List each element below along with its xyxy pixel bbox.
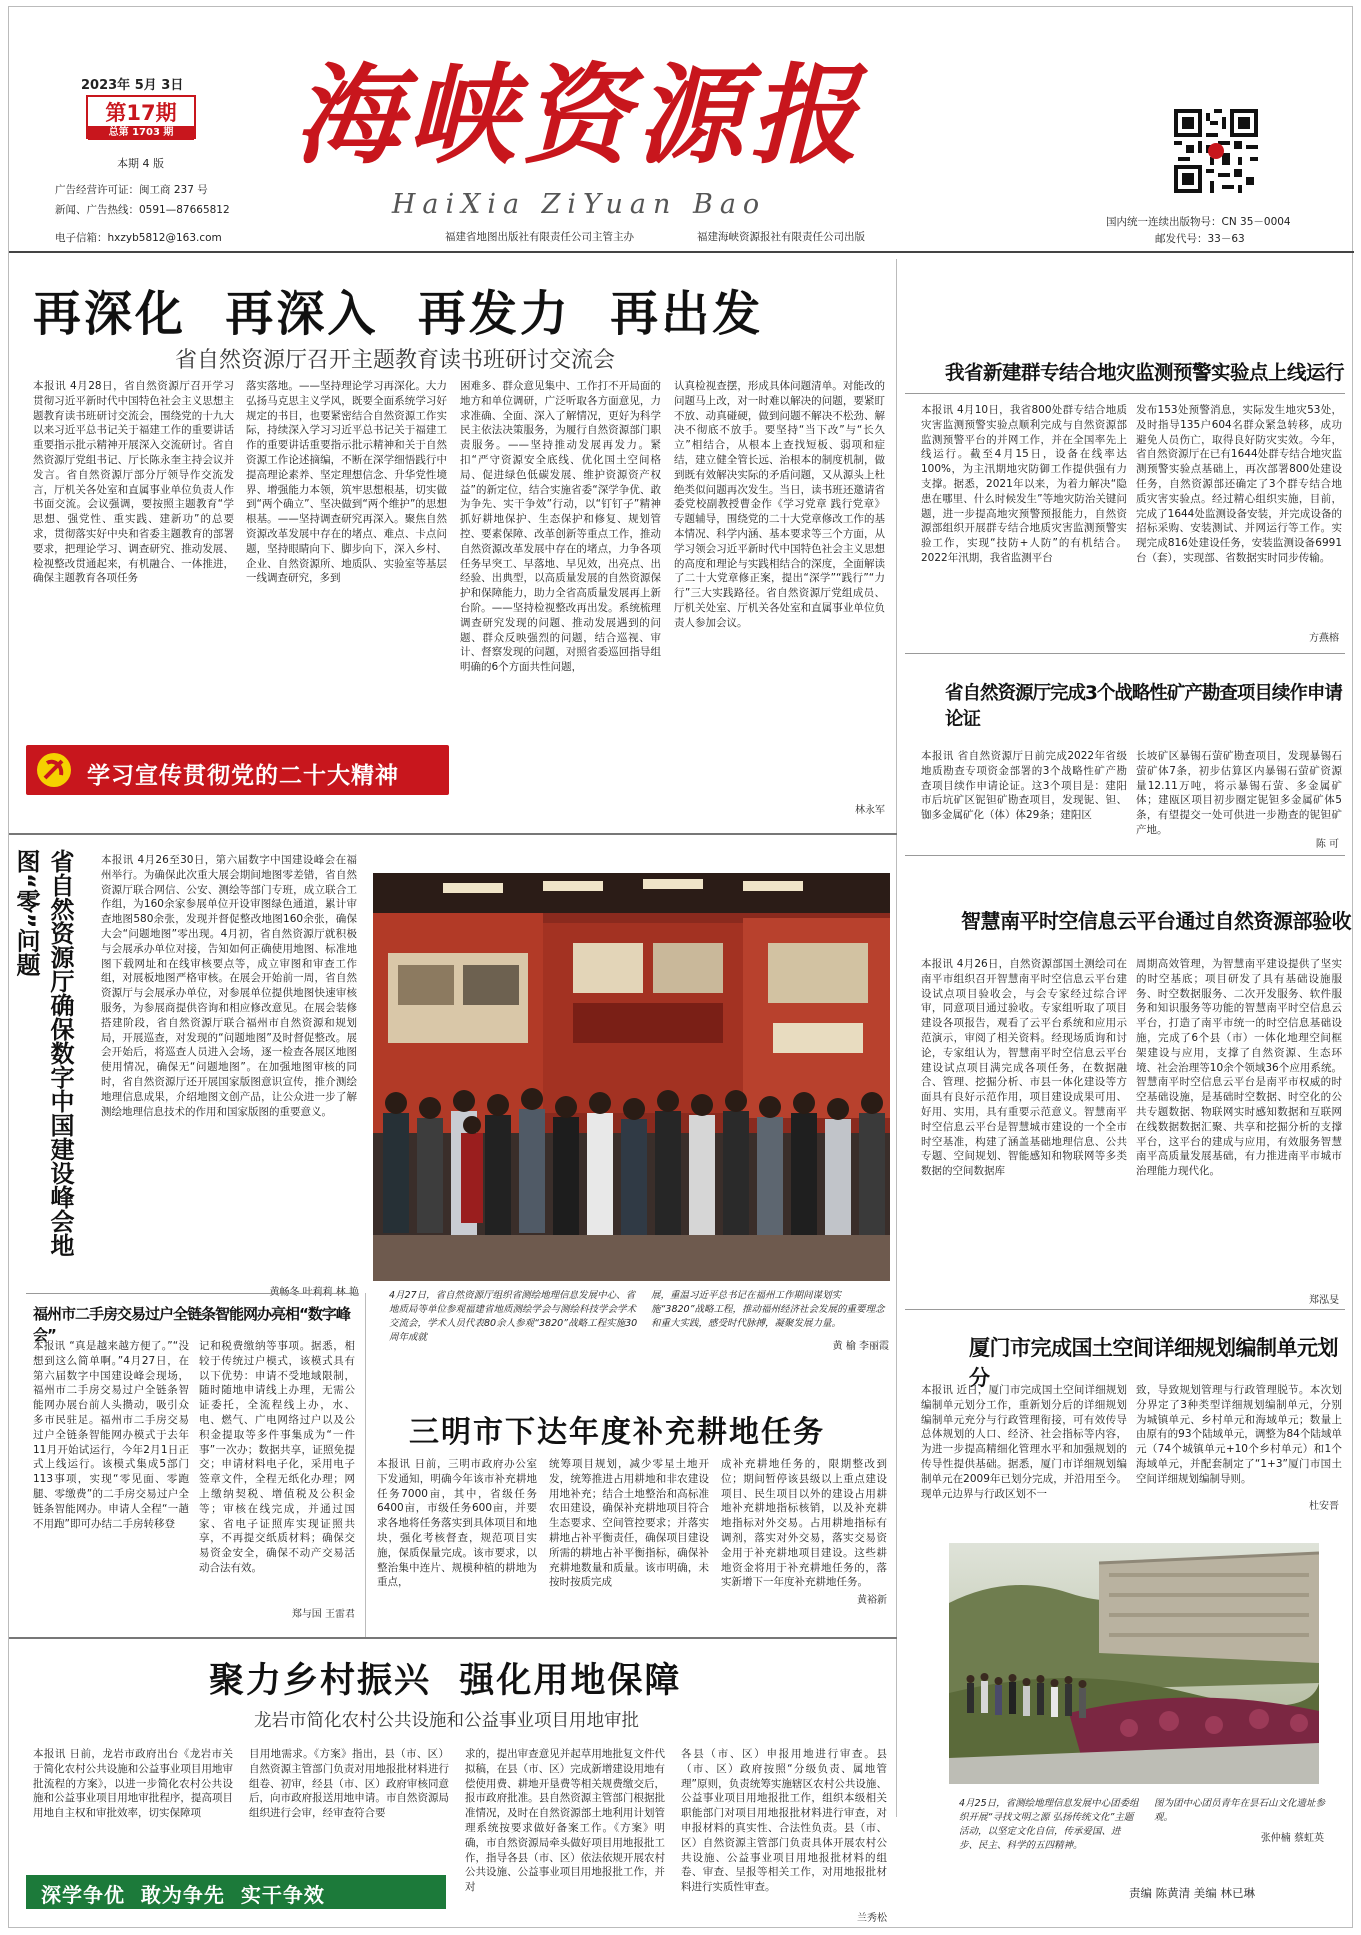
digital-peak-col-2: 记和税费缴纳等事项。据悉，相较于传统过户模式，该模式具有以下优势：申请不受地域限制，随时随地申请线上办理，无需公证委托，全流程线上办，水、电、燃气、广电网络过户以及公积金提取等多件事集成为“一件事”一次办；数据共享，证照免提交；申请材料电子化，采用电子签章文件，全程无纸化办理；网上缴纳契税、增值税及公积金等；审核在线完成，并通过国家、省电子证照库实现证照共享，不再提交纸质材料；确保交易资金安全，确保不动产交易活动合法有效。 <box>199 1340 355 1574</box>
rural-subtitle: 龙岩市简化农村公共设施和公益事业项目用地审批 <box>254 1711 639 1731</box>
rural-col-3: 求的，提出审查意见并起草用地批复文件代拟稿，在县（市、区）完成新增建设用地有偿使用费、耕地开垦费等相关规费缴交后，报市政府批准。县自然资源主管部门根据批准情况，及时在自然资源部土地利用计划管理系统按要求做好备案工作。《方案》明确，市自然资源局牵头做好项目用地报批工作，指导各县（市、区）依法依规开展农村公共设施、公益事业项目用地报批工作，并对 <box>465 1748 665 1894</box>
lead-col-4: 认真检视查摆，形成具体问题清单。对能改的问题马上改，对一时难以解决的问题，要紧盯不放、动真碰硬，做到问题不解决不松劲、解决不彻底不放手。要坚持“当下改”与“长久立”相结合，从根本上查找短板、弱项和症结，建立健全管长远、治根本的制度机制，做到既有效解决实际的矛盾问题，又从源头上杜绝类似问题再次发生。当日，读书班还邀请省委党校副教授曹金作《学习党章 践行党章》专题辅导，围绕党的二十大党章修改工作的基本情况、科学内涵、基本要求等三个方面，从学习领会习近平新时代中国特色社会主义思想的高度和理论与实践相结合的深度，全面解读了二十大党章修正案，提出“深学”“践行”“力行”三大实践路径。省自然资源厅党组成员、厅机关处室、厅机关各处室和直属事业单位负责人参加会议。 <box>674 380 885 629</box>
lead-col-1: 本报讯 4月28日，省自然资源厅召开学习贯彻习近平新时代中国特色社会主义思想主题教育读书班研讨交流会，围绕党的十九大以来习近平总书记关于福建工作的重要讲话重要指示批示精神开展深入交流研讨。省自然资源厅党组书记、厅长陈永奎主持会议并发言。省自然资源厅部分厅领导作交流发言，厅机关各处室和直属事业单位负责人作书面交流。会议强调，要按照主题教育“学思想、强党性、重实践、建新功”的总要求，贯彻落实好中央和省委主题教育的部署要求，把理论学习、调查研究、推动发展、检视整改贯通起来，有机融合、一体推进，确保主题教育各项任务 <box>33 380 234 585</box>
right2-col-1: 本报讯 省自然资源厅日前完成2022年省级地质勘查专项资金部署的3个战略性矿产勘查项目续作申请论证。这3个项目是：建阳市后坑矿区铌钽矿勘查项目，发现铌、钽、铷多金属矿化（体）体29条；建阳区 <box>921 750 1127 822</box>
digital-china-body: 本报讯 4月26至30日，第六届数字中国建设峰会在福州举行。为确保此次重大展会期间地图零差错，省自然资源厅联合网信、公安、测绘等部门专班，成立联合工作组，为160余家参展单位开设审图绿色通道，累计审查地图580余张，发现并督促整改地图160余张，确保大会“问题地图”零出现。4月初，省自然资源厅就积极与会展承办单位对接，告知如何正确使用地图、标准地图下载网址和在线审核要点等，成立审图和审查工作组，对展板地图严格审核。在展会开始前一周，省自然资源厅与会展承办单位，对参展单位提供地图快速审核服务，为参展商提供咨询和相应修改意见。在展会装修搭建阶段，省自然资源厅联合福州市自然资源和规划局，开展巡查，对发现的“问题地图”及时督促整改。展会开始后，将巡查人员进入会场，逐一检查各展区地图使用情况，确保无“问题地图”。在加强地图审核的同时，省自然资源厅还开展国家版图意识宣传，推介测绘地理信息成果，介绍地图文创产品，让公众进一步了解测绘地理信息技术的作用和国家版图的重要意义。 <box>101 854 357 1118</box>
right1-byline: 方燕榕 <box>1309 633 1339 644</box>
ad-license: 广告经营许可证：闽工商 237 号 <box>55 184 208 196</box>
rural-top-rule <box>9 1637 897 1639</box>
photo2-byline: 张仲楠 蔡虹英 <box>1260 1833 1324 1844</box>
lead-col-3: 困难多、群众意见集中、工作打不开局面的地方和单位调研，广泛听取各方面意见，力求准确、全面、深入了解情况，更好为科学民主依法决策服务，为履行自然资源部门职责服务。——坚持推动发展再发力。紧扣“严守资源安全底线、优化国土空间格局、促进绿色低碳发展、维护资源资产权益”的新定位，结合实施省委“深学争优、敢为争先、实干争效”行动，以“钉钉子”精神抓好耕地保护、生态保护和修复、规划管控、要素保障、改革创新等重点工作，推动自然资源改革发展中存在的堵点，力争各项任务早突工、早落地、早见效，出亮点、出经验、出典型，以高质量发展的自然资源保护和保障能力，助力全省高质量发展再上新台阶。——坚持检视整改再出发。系统梳理调查研究发现的问题、推动发展遇到的问题、群众反映强烈的问题，结合巡视、审计、督察发现的问题，对照省委巡回指导组明确的6个方面共性问题， <box>460 380 661 674</box>
sanming-col-1: 本报讯 日前，三明市政府办公室下发通知，明确今年该市补充耕地任务7000亩，其中，省级任务6400亩，市级任务600亩，并要求各地将任务落实到具体项目和地块，强化考核督查，规范项目实施，保质保量完成。该市要求，以整治集中连片、规模种植的耕地为重点， <box>377 1458 537 1589</box>
photo2-caption-2: 图为团中心团员青年在昙石山文化遗址参观。 <box>1154 1798 1326 1823</box>
middle-band-rule <box>9 833 897 835</box>
right3-col-2: 周期高效管理，为智慧南平建设提供了坚实的时空基底；项目研发了具有基础设施服务、时空数据服务、二次开发服务、软件服务和知识服务等功能的智慧南平时空信息云平台，打造了南平市统一的时空信息基础设施，完成了6个县（市）一体化地理空间框架建设与应用，支撑了自然资源、生态环境、社会治理等10余个领域36个应用系统。智慧南平时空信息云平台是南平市权威的时空基础设施，是基础时空数据、时空化的公共专题数据、物联网实时感知数据和互联网在线数据数据汇聚、共享和挖掘分析的支撑平台，这平台的建成与应用，有效服务智慧南平高质量发展基础，有力推进南平市城市治理能力现代化。 <box>1136 958 1342 1178</box>
party-emblem-icon <box>35 751 73 789</box>
right1-rule <box>905 393 1345 394</box>
lead-divider <box>896 259 897 1817</box>
photo-exhibition-visit <box>373 873 890 1281</box>
hotline: 新闻、广告热线：0591—87665812 <box>55 204 230 216</box>
right2-col-2: 长坡矿区暴锡石萤矿勘查项目，发现暴锡石萤矿体7条，初步估算区内暴锡石萤矿资源量12.11万吨，将示暴锡石萤、多金属矿体；建瓯区项目初步圈定铌钽多金属矿体5条，有望提交一处可供进一步勘查的铌钽矿产地。 <box>1136 750 1342 836</box>
photo1-caption-right: 展，重温习近平总书记在福州工作期间谋划实施“3820”战略工程，推动福州经济社会发展的重要理念和重大实践，感受时代脉搏，凝聚发展力量。 <box>651 1290 885 1329</box>
editors-credit: 责编 陈黄清 美编 林已琳 <box>1129 1886 1255 1900</box>
photo1-caption-left: 4月27日，省自然资源厅组织省测绘地理信息发展中心、省地质局等单位参观福建省地质测绘学会与测绘科技学会学术交流会，学术人员代表80余人参观“3820”战略工程实施30周年成就 <box>389 1290 638 1343</box>
xiamen-title: 厦门市完成国土空间详细规划编制单元划分 <box>969 1336 1338 1390</box>
sponsor-1: 福建省地图出版社有限责任公司主管主办 <box>445 231 634 243</box>
rural-col-4: 各县（市、区）申报用地进行审查。县（市、区）政府按照“分级负责、属地管理”原则，负责统筹实施辖区农村公共设施、公益事业项目用地报批工作，组织本级相关职能部门对项目用地报批材料进行审查，对申报材料的真实性、合法性负责。县（市、区）自然资源主管部门负责具体开展农村公共设施、公益事业项目用地报批材料的组卷、审查、呈报等相关工作，对用地报批材料进行实质性审查。 <box>681 1748 887 1894</box>
digital-peak-col-1: 本报讯 “真是越来越方便了。”“没想到这么简单啊。”4月27日，在第六届数字中国建设峰会现场，福州市二手房交易过户全链条智能网办展台前人头攒动，吸引众多市民驻足。福州市二手房交易过户全链条智能网办模式于去年11月开始试运行，今年2月1日正式上线运行。该模式集成5部门113事项，实现“零见面、零跑腿、零缴费”的二手房交易过户全链条智能网办。申请人全程“一趟不用跑”即可办结二手房转移登 <box>33 1340 189 1530</box>
total-issue: 总第 1703 期 <box>88 126 194 140</box>
xiamen-byline: 杜安晋 <box>1309 1501 1339 1512</box>
photo1-byline: 黄 榆 李丽霞 <box>832 1341 889 1352</box>
issue-date: 2023年 5月 3日 <box>81 78 184 93</box>
right3-title: 智慧南平时空信息云平台通过自然资源部验收 <box>961 909 1351 933</box>
digital-peak-byline: 郑与国 王雷君 <box>291 1609 355 1620</box>
postal-code: 邮发代号：33－63 <box>1155 233 1245 245</box>
sponsor-2: 福建海峡资源报社有限责任公司出版 <box>697 231 865 243</box>
party-banner-text: 学习宣传贯彻党的二十大精神 <box>87 763 399 789</box>
right2-byline: 陈 可 <box>1315 839 1339 850</box>
right1-title: 我省新建群专结合地灾监测预警实验点上线运行 <box>945 361 1345 384</box>
sanming-col-2: 统筹项目规划，减少零星土地开发，统筹推进占用耕地和非农建设用地补充；结合土地整治和高标准农田建设，确保补充耕地项目符合生态要求、空间管控要求；并落实耕地占补平衡责任，确保项目建设所需的耕地占补平衡指标，确保补充耕地数量和质量。该市明确，未按时按质完成 <box>549 1458 709 1589</box>
sanming-title: 三明市下达年度补充耕地任务 <box>409 1415 825 1450</box>
digital-peak-top-rule <box>26 1293 359 1294</box>
right2-end-rule <box>905 855 1345 856</box>
right1-col-1: 本报讯 4月10日，我省800处群专结合地质灾害监测预警实验点顺利完成与自然资源部监测预警平台的并网工作，并在全国率先上线运行。截至4月15日，设备在线率达100%，为主汛期地灾防御工作提供强有力支撑。据悉，2021年以来，为着力解决“隐患在哪里、什么时候发生”等地灾防治关键问题，进一步提高地灾预警预报能力，自然资源部组织开展群专结合地质灾害监测预警实验工作，实现“技防+人防”的有机结合。2022年汛期，我省监测平台 <box>921 404 1127 564</box>
slogan-text: 深学争优 敢为争先 实干争效 <box>41 1883 325 1907</box>
masthead-rule <box>9 251 1354 253</box>
lead-col-2: 落实落地。——坚持理论学习再深化。大力弘扬马克思主义学风，既要全面系统学习好规定的书目，也要紧密结合自然资源工作实际，持续深入学习习近平总书记关于福建工作的重要讲话重要指示批示精神和关于自然资源工作论述摘编，不断在深学细悟践行中提高理论素养、坚定理想信念、升华党性境界、增强能力本领，筑牢思想根基，切实做到“两个确立”、坚决做到“两个维护”的思想根基。——坚持调查研究再深入。聚焦自然资源改革发展中存在的堵点、难点、卡点问题，坚持眼睛向下、脚步向下，深入乡村、企业、自然资源所、地质队、实验室等基层一线调查研究，多到 <box>246 380 447 585</box>
right1-col-2: 发布153处预警消息，实际发生地灾53处，及时指导135户604名群众紧急转移，成功避免人员伤亡，取得良好防灾实效。今年，省自然资源厅在已有1644处群专结合地灾监测预警实验点基础上，再次部署800处建设任务，自然资源部还确定了3个群专结合地质灾害实验点。经过精心组织实施，目前，完成了1644处监测设备安装，并完成设备的招标采购、安装测试、并网运行等工作。实现完成816处建设任务，安装监测设备6991台（套），实现部、省数据实时同步传输。 <box>1136 404 1342 564</box>
digital-peak-title: 福州市二手房交易过户全链条智能网办亮相“数字峰会” <box>33 1305 350 1344</box>
lead-subtitle: 省自然资源厅召开主题教育读书班研讨交流会 <box>175 348 616 373</box>
right3-end-rule <box>905 1309 1345 1310</box>
right1-end-rule <box>905 653 1345 654</box>
xiamen-col-2: 致，导致规划管理与行政管理脱节。本次划分界定了3种类型详细规划编制单元，分别为城镇单元、乡村单元和海域单元；数量上由原有的93个陆域单元，调整为84个陆域单元（74个城镇单元+10个乡村单元）和1个海域单元，并配套制定了“1+3”厦门市国土空间详细规划编制导则。 <box>1136 1384 1342 1485</box>
sanming-byline: 黄裕新 <box>857 1595 887 1606</box>
newspaper-page <box>8 6 1353 1928</box>
xiamen-col-1: 本报讯 近日，厦门市完成国土空间详细规划编制单元划分工作，重新划分后的详细规划编制单元充分与行政管理衔接，可有效传导总体规划的人口、经济、社会指标等内容，为进一步提高精细化管理水平和加强规划的传导性提供基础。据悉，厦门市详细规划编制单元在2009年已划分完成，并沿用至今。现单元边界与行政区划不一 <box>921 1384 1127 1500</box>
lead-title: 再深化 再深入 再发力 再出发 <box>33 286 764 342</box>
rural-title: 聚力乡村振兴 强化用地保障 <box>209 1661 682 1701</box>
rural-col-2: 目用地需求。《方案》指出，县（市、区）自然资源主管部门负责对用地报批材料进行组卷、初审，经县（市、区）政府审核同意后，向市政府报送用地申请。市自然资源局组织进行会审，经审查符合要 <box>249 1748 449 1820</box>
digital-china-vertical-title: 省自然资源厅确保数字中国建设峰会地图“零”问题 <box>12 849 74 1257</box>
issue-number: 第17期 <box>105 101 177 125</box>
cn-serial-number: 国内统一连续出版物号：CN 35－0004 <box>1106 216 1291 228</box>
digital-china-byline <box>209 1283 359 1298</box>
lead-byline: 林永军 <box>855 805 885 816</box>
qr-code-icon <box>1174 109 1258 193</box>
right2-title: 省自然资源厅完成3个战略性矿产勘查项目续作申请论证 <box>945 683 1342 730</box>
page-count: 本期 4 版 <box>117 157 164 170</box>
sanming-col-3: 成补充耕地任务的，限期整改到位；期间暂停该县级以上重点建设项目、民生项目以外的建设占用耕地补充耕地指标核销，以及补充耕地指标对外交易。占用耕地指标有调剂，落实对外交易，落实交易资金用于补充耕地项目建设。这些耕地资金将用于补充耕地任务的，落实新增下一年度补充耕地任务。 <box>721 1458 887 1589</box>
right3-byline: 郑泓旻 <box>1309 1295 1339 1306</box>
photo-heritage-site <box>949 1543 1319 1784</box>
rural-byline: 兰秀松 <box>857 1913 887 1924</box>
photo2-caption: 4月25日，省测绘地理信息发展中心团委组织开展“寻找文明之源 弘扬传统文化”主题活动，以坚定文化自信，传承爱国、进步、民主、科学的五四精神。 <box>959 1798 1139 1851</box>
rural-col-1: 本报讯 日前，龙岩市政府出台《龙岩市关于简化农村公共设施和公益事业项目用地审批流程的方案》，以进一步简化农村公共设施和公益事业项目用地审批程序，提高项目用地自主权和审批效率，切实保障项 <box>33 1748 233 1820</box>
email: 电子信箱：hxzyb5812@163.com <box>55 232 222 244</box>
right3-col-1: 本报讯 4月26日，自然资源部国土测绘司在南平市组织召开智慧南平时空信息云平台建设试点项目验收会，与会专家经过综合评审，同意项目通过验收。专家组听取了项目建设各项报告，观看了云平台系统和应用示范演示，审阅了相关资料。经现场质询和讨论，专家组认为，智慧南平时空信息云平台建设试点项目满完成各项任务，在数据融合、管理、挖掘分析、市县一体化建设等方面具有良好示范作用，项目建设成果可用、好用、实用，具有重要示范意义。智慧南平时空信息云平台是智慧城市建设的一个全市时空基准，构建了涵盖基础地理信息、公共专题、空间规划、智能感知和物联网等多类数据的空间数据库 <box>921 958 1127 1178</box>
newspaper-title: 海峡资源报 <box>293 53 864 179</box>
newspaper-pinyin: HaiXia ZiYuan Bao <box>391 189 767 220</box>
digital-peak-divider <box>365 1293 366 1637</box>
